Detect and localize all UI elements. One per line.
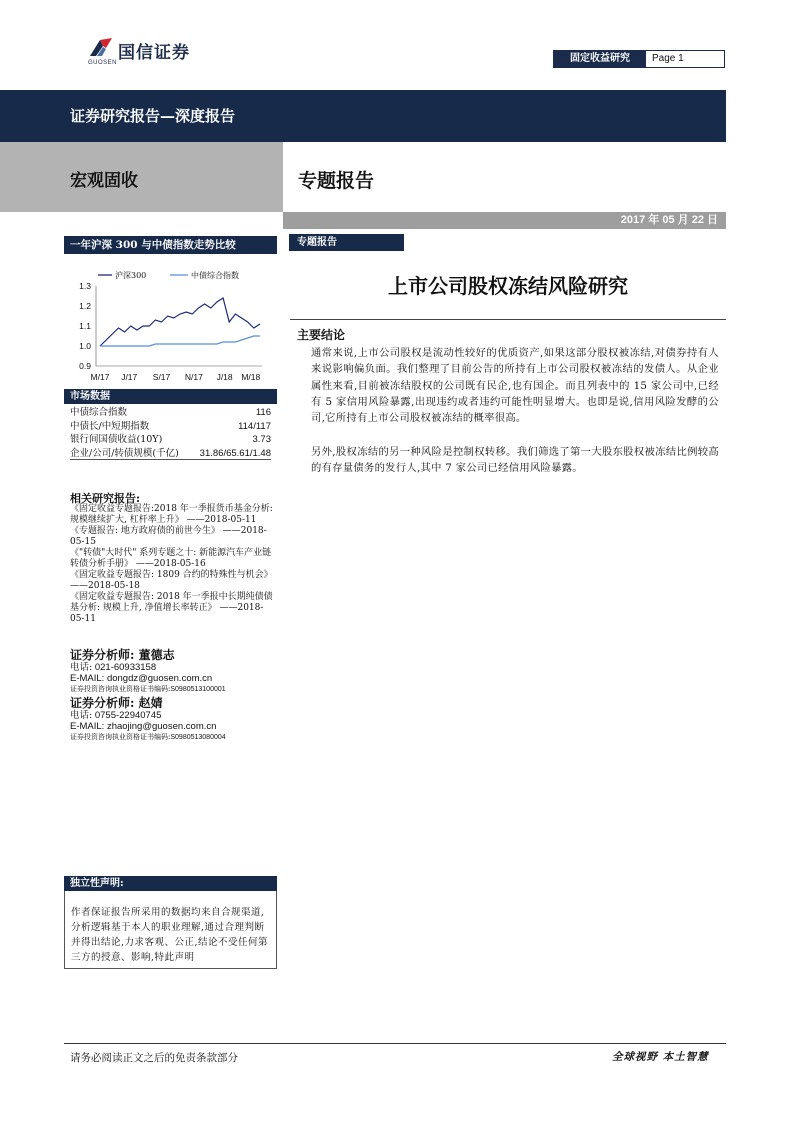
index-comparison-chart — [64, 256, 277, 386]
related-report-item[interactable] — [70, 504, 275, 526]
x-tick-label: N/17 — [184, 372, 203, 382]
y-tick-label: 0.9 — [79, 361, 91, 371]
related-report-item[interactable] — [70, 548, 275, 570]
company-slogan: 全球视野 本土智慧 — [612, 1051, 709, 1063]
x-tick-label: J/17 — [121, 372, 138, 382]
related-report-item[interactable] — [70, 526, 275, 548]
report-type-title: 证券研究报告—深度报告 — [70, 107, 236, 125]
x-tick-label: J/18 — [216, 372, 233, 382]
category-title: 宏观固收 — [70, 171, 138, 191]
related-report-text: 《固定收益专题报告:2018 年一季报货币基金分析: 规模继续扩大, 杠杆率上升》 ——2018-05-11 — [70, 504, 273, 525]
market-row — [70, 406, 271, 420]
market-row — [70, 420, 271, 434]
body-paragraph: 另外,股权冻结的另一种风险是控制权转移。我们筛选了第一大股东股权被冻结比例较高的有存量债务的发行人,其中 7 家公司已经信用风险暴露。 — [311, 446, 719, 475]
y-tick-label: 1.1 — [79, 321, 91, 331]
y-tick-label: 1.0 — [79, 341, 91, 351]
market-row-label: 企业/公司/转债规模(千亿) — [70, 447, 179, 459]
analyst-block — [70, 696, 290, 743]
chart-header: 一年沪深 300 与中债指数走势比较 — [64, 236, 277, 254]
related-report-item[interactable] — [70, 592, 275, 625]
related-report-text: 《专题报告: 地方政府债的前世今生》 ——2018-05-15 — [70, 526, 267, 547]
market-table-rule — [70, 459, 271, 460]
analyst-email[interactable]: E-MAIL: dongdz@guosen.com.cn — [70, 673, 213, 684]
analyst-title: 证券分析师: 赵婧 — [70, 696, 163, 710]
analyst-certificate: 证券投资咨询执业资格证书编码:S0980513080004 — [70, 733, 226, 741]
category-band — [0, 142, 283, 212]
market-row — [70, 447, 271, 461]
x-tick-label: S/17 — [152, 372, 171, 382]
logo-company-name: 国信证券 — [118, 43, 190, 63]
market-data-table — [70, 406, 271, 460]
legend-label-csi300: 沪深300 — [115, 271, 147, 280]
title-rule — [290, 319, 726, 320]
market-row-value: 114/117 — [238, 420, 271, 432]
analyst-block — [70, 648, 290, 695]
report-date: 2017 年 05 月 22 日 — [620, 214, 718, 226]
market-row-label: 中债综合指数 — [70, 407, 128, 418]
body-paragraph: 通常来说,上市公司股权是流动性较好的优质资产,如果这部分股权被冻结,对债券持有人来说影响偏负面。我们整理了目前公告的所持有上市公司股权被冻结的发债人。从企业属性来看,目前被冻结股权的公司既有民企,也有国企。而且列表中的 15 家公司中,已经有 5 家信用风险暴露,出现违约或者违约可能性明显增大。也即是说,信用风险发酵的公司,它所持有上市公司股权被冻结的概率很高。 — [311, 347, 719, 425]
header-tag-box — [553, 50, 725, 68]
y-tick-label: 1.2 — [79, 301, 91, 311]
related-reports-list — [70, 504, 275, 625]
x-tick-label: M/18 — [241, 372, 261, 382]
page-number: Page 1 — [652, 53, 684, 64]
related-report-item[interactable] — [70, 570, 275, 592]
report-tag: 专题报告 — [289, 234, 404, 251]
guosen-logo-icon — [88, 36, 114, 58]
market-row-label: 中债长/中短期指数 — [70, 420, 150, 432]
related-report-text: 《固定收益专题报告: 2018 年一季报中长期纯债债基分析: 规模上升, 净值增长率转正》 ——2018-05-11 — [70, 592, 273, 624]
section-title: 主要结论 — [297, 328, 346, 342]
header-category-tag: 固定收益研究 — [554, 51, 646, 67]
market-row-value: 31.86/65.61/1.48 — [199, 447, 271, 459]
market-row — [70, 433, 271, 447]
independence-statement: 作者保证报告所采用的数据均来自合规渠道,分析逻辑基于本人的职业理解,通过合理判断并得出结论,力求客观、公正,结论不受任何第三方的授意、影响,特此声明 — [64, 891, 277, 969]
market-row-value: 116 — [255, 407, 271, 418]
market-row-value: 3.73 — [252, 434, 271, 445]
analyst-certificate: 证券投资咨询执业资格证书编码:S0980513100001 — [70, 685, 226, 693]
logo-company-name-en: GUOSEN — [88, 60, 118, 66]
report-title: 上市公司股权冻结风险研究 — [388, 274, 628, 298]
legend-label-bond-index: 中债综合指数 — [191, 271, 239, 280]
series-line-bond-index — [100, 336, 260, 346]
analyst-phone: 电话: 0755-22940745 — [70, 710, 162, 721]
series-line-csi300 — [100, 298, 260, 346]
market-data-header: 市场数据 — [64, 389, 277, 404]
analyst-email[interactable]: E-MAIL: zhaojing@guosen.com.cn — [70, 721, 217, 732]
market-row-label: 银行间国债收益(10Y) — [70, 434, 163, 445]
x-tick-label: M/17 — [90, 372, 110, 382]
independence-header: 独立性声明: — [64, 876, 277, 891]
analyst-title: 证券分析师: 董德志 — [70, 648, 175, 662]
analyst-phone: 电话: 021-60933158 — [70, 662, 157, 673]
disclaimer-notice[interactable]: 请务必阅读正文之后的免责条款部分 — [70, 1052, 238, 1064]
related-reports-title: 相关研究报告: — [70, 492, 141, 505]
report-kind-title: 专题报告 — [298, 170, 375, 192]
footer-rule — [64, 1043, 726, 1044]
y-tick-label: 1.3 — [79, 281, 91, 291]
related-report-text: 《固定收益专题报告: 1809 合约的特殊性与机会》 ——2018-05-18 — [70, 570, 273, 591]
related-report-text: 《"转债"大时代" 系列专题之十: 新能源汽车产业链转债分析手册》 ——2018-05-16 — [70, 548, 272, 569]
date-bar — [283, 212, 726, 229]
